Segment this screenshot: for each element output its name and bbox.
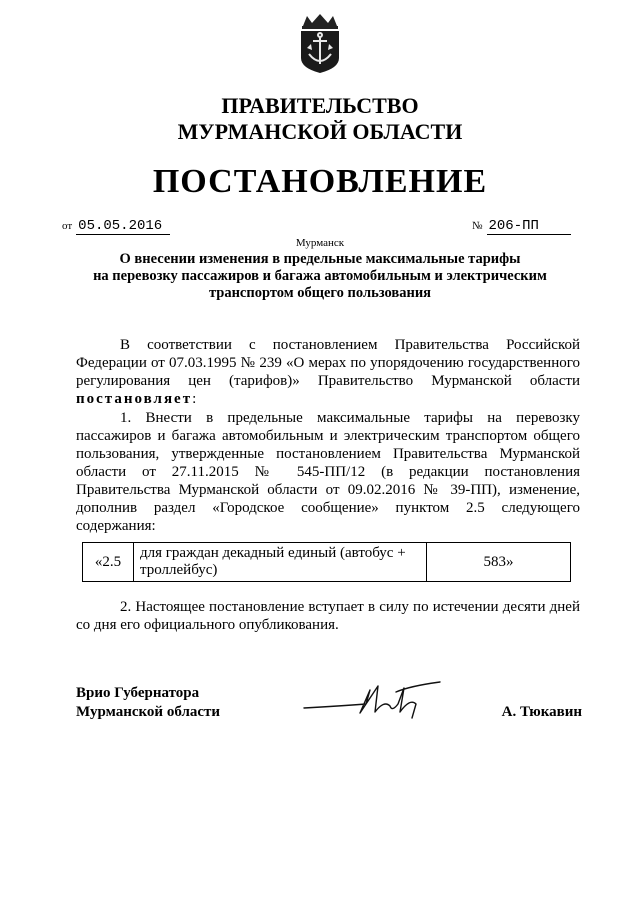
- gov-line-2: МУРМАНСКОЙ ОБЛАСТИ: [177, 119, 463, 144]
- handwritten-signature-icon: [300, 668, 450, 728]
- intro-paragraph: [76, 336, 580, 408]
- tariff-table: [82, 542, 571, 582]
- position-line-2: Мурманской области: [76, 704, 221, 720]
- tariff-item-number: «2.5: [83, 543, 134, 582]
- signatory-position: [76, 684, 220, 722]
- number-value: 206-ПП: [487, 218, 571, 235]
- document-type: ПОСТАНОВЛЕНИЕ: [152, 163, 488, 200]
- item-1-paragraph: 1. Внести в предельные максимальные тарифы на перевозку пассажиров и багажа автомобильным и электрическим транспортом общего пользования, утвержденные постановлением Правительства Мурманской области от 27.11.2015 № 545-ПП/12 (в редакции постановления Правительства Мурманской области от 09.02.2016 № 39-ПП), изменение, дополнив раздел «Городское сообщение» пунктом 2.5 следующего содержания:: [76, 410, 580, 534]
- coat-of-arms-icon: [297, 14, 343, 74]
- document-title: [0, 251, 640, 302]
- intro-text: В соответствии с постановлением Правительства Российской Федерации от 07.03.1995 № 239 «О мерах по упорядочению государственного регулирования цен (тарифов)» Правительство Мурманской области: [76, 337, 580, 389]
- title-line: на перевозку пассажиров и багажа автомобильным и электрическим: [93, 268, 547, 284]
- item-2-paragraph: 2. Настоящее постановление вступает в силу по истечении десяти дней со дня его официального опубликования.: [76, 599, 580, 633]
- date-prefix: от: [62, 220, 73, 232]
- number-prefix: №: [472, 220, 483, 232]
- title-line: транспортом общего пользования: [208, 285, 432, 301]
- position-line-1: Врио Губернатора: [76, 685, 200, 701]
- signatory-name: А. Тюкавин: [501, 704, 582, 720]
- date-value: 05.05.2016: [76, 218, 170, 235]
- table-row: [83, 543, 571, 582]
- document-date: [62, 216, 170, 235]
- title-line: О внесении изменения в предельные максимальные тарифы: [119, 251, 521, 267]
- tariff-description: для граждан декадный единый (автобус + троллейбус): [134, 543, 427, 582]
- government-name: [0, 93, 640, 145]
- tariff-price: 583»: [427, 543, 571, 582]
- decides-colon: :: [192, 391, 197, 407]
- decides-word: постановляет: [76, 391, 193, 407]
- gov-line-1: ПРАВИТЕЛЬСТВО: [221, 93, 419, 118]
- document-number: [472, 216, 571, 235]
- city: Мурманск: [295, 237, 345, 249]
